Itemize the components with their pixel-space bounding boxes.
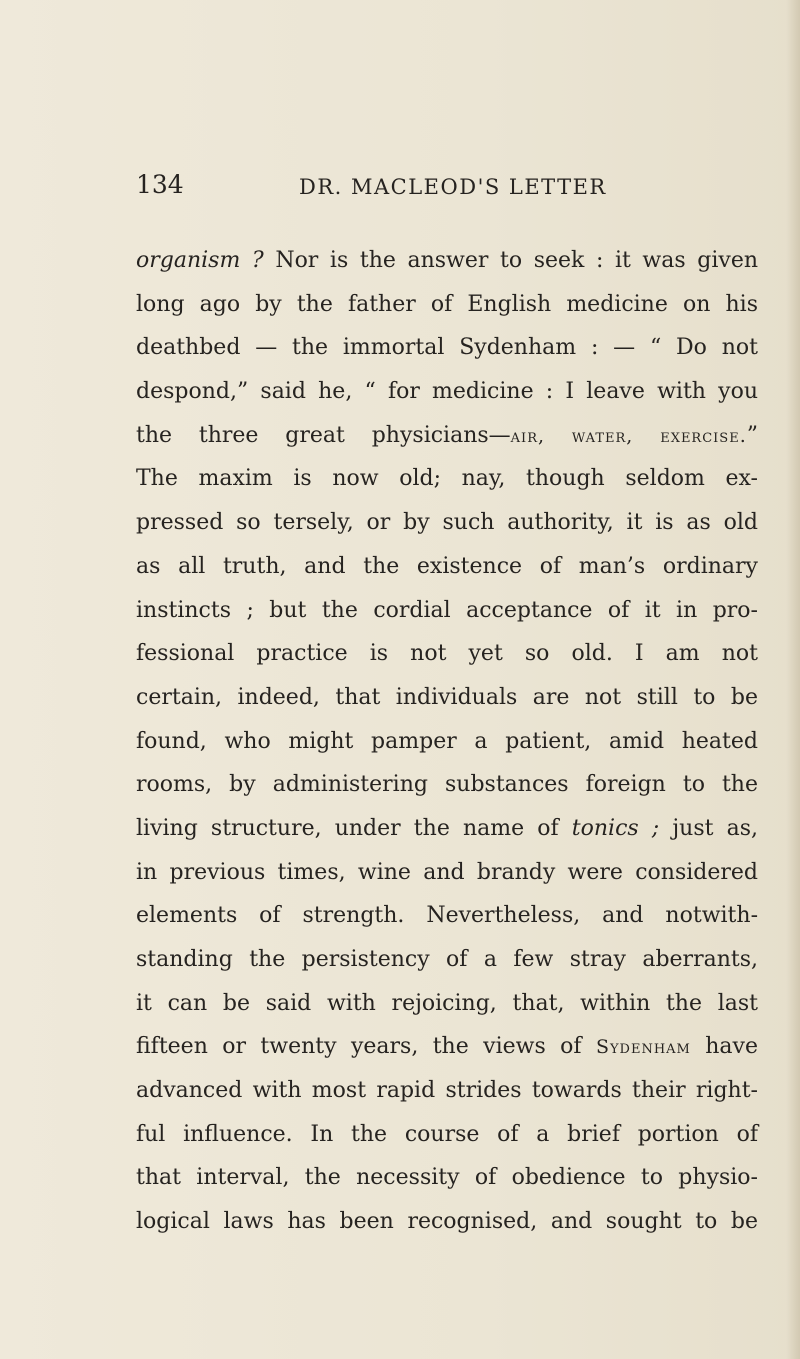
text-line: [136, 1069, 758, 1113]
text-run: deathbed — the immortal Sydenham : — “ Do not: [136, 335, 758, 361]
text-run: certain, indeed, that individuals are not still to be: [136, 684, 758, 710]
text-line: [136, 676, 758, 720]
text-run: the three great physicians—: [136, 422, 511, 448]
text-run: just as,: [659, 815, 759, 841]
text-run: as all truth, and the existence of man’s ordinary: [136, 553, 758, 579]
text-run: fifteen or twenty years, the views of: [136, 1034, 596, 1060]
text-run: found, who might pamper a patient, amid heated: [136, 728, 758, 754]
text-line: [136, 589, 758, 633]
text-run: living structure, under the name of: [136, 815, 572, 841]
text-line: [136, 283, 758, 327]
small-caps-text: Sydenham: [595, 1036, 691, 1059]
text-run: despond,” said he, “ for medicine : I leave with you: [136, 379, 758, 405]
text-line: [136, 1156, 758, 1200]
text-line: [136, 1025, 758, 1069]
text-run: logical laws has been recognised, and sought to be: [136, 1209, 758, 1235]
text-run: fessional practice is not yet so old. I am not: [136, 641, 758, 667]
page-number: 134: [136, 170, 184, 199]
text-run: ”: [746, 422, 758, 448]
text-run: long ago by the father of English medicine on his: [136, 291, 758, 317]
text-run: in previous times, wine and brandy were considered: [136, 859, 758, 885]
text-line: [136, 414, 758, 458]
text-line: [136, 1200, 758, 1244]
text-line: [136, 545, 758, 589]
text-run: The maxim is now old; nay, though seldom ex-: [136, 466, 758, 492]
text-line: [136, 851, 758, 895]
text-line: [136, 501, 758, 545]
text-line: [136, 938, 758, 982]
italic-text: organism ?: [136, 248, 264, 273]
text-line: [136, 370, 758, 414]
text-run: have: [690, 1034, 758, 1060]
text-line: [136, 239, 758, 283]
text-run: elements of strength. Nevertheless, and notwith-: [136, 903, 758, 929]
text-line: [136, 457, 758, 501]
italic-text: tonics ;: [571, 815, 660, 841]
text-run: rooms, by administering substances foreign to the: [136, 772, 758, 798]
text-line: [136, 807, 758, 851]
text-line: [136, 720, 758, 764]
text-line: [136, 763, 758, 807]
text-line: [136, 982, 758, 1026]
text-line: [136, 894, 758, 938]
text-line: [136, 326, 758, 370]
small-caps-text: air, water, exercise.: [510, 424, 747, 447]
text-run: instincts ; but the cordial acceptance of it in pro-: [136, 597, 758, 623]
text-run: advanced with most rapid strides towards their right-: [136, 1078, 758, 1104]
text-run: pressed so tersely, or by such authority, it is as old: [136, 510, 758, 536]
text-run: that interval, the necessity of obedience to physio-: [136, 1165, 758, 1191]
text-run: Nor is the answer to seek : it was given: [263, 248, 759, 273]
body-text: [136, 239, 758, 1244]
text-line: [136, 1113, 758, 1157]
text-run: standing the persistency of a few stray aberrants,: [136, 947, 758, 972]
page-header: [0, 170, 800, 210]
text-run: it can be said with rejoicing, that, within the last: [136, 990, 758, 1016]
text-line: [136, 632, 758, 676]
text-run: ful influence. In the course of a brief portion of: [136, 1121, 758, 1147]
running-head: DR. MACLEOD'S LETTER: [299, 175, 607, 199]
